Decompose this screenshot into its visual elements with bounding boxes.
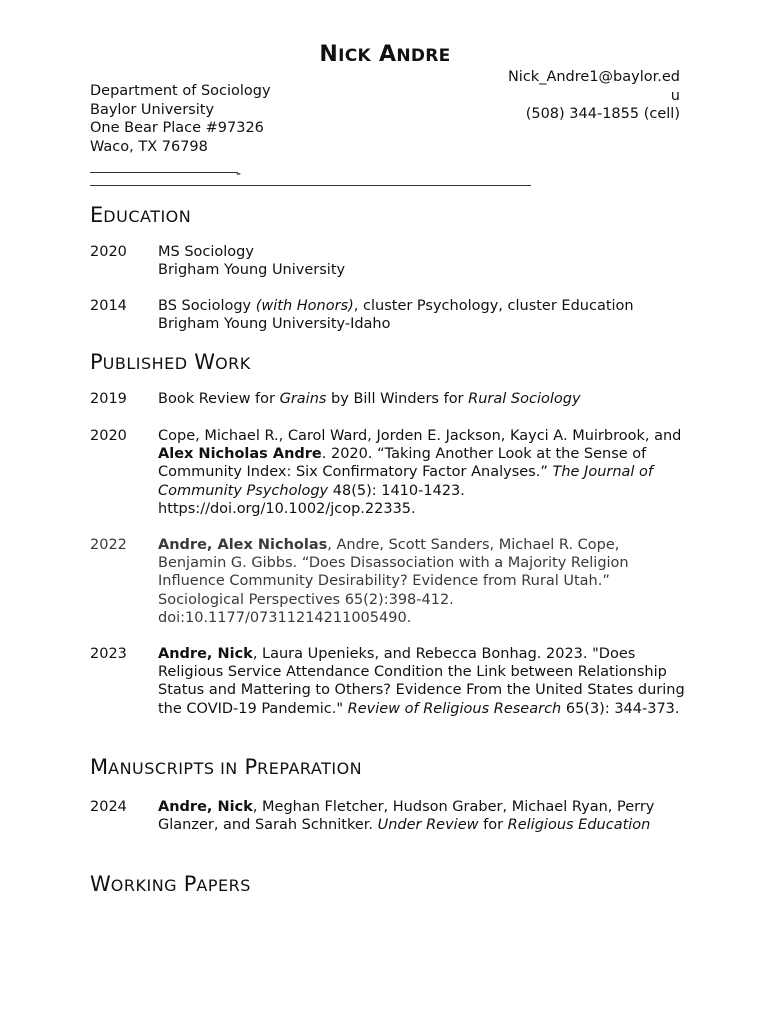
journal-title: Review of Religious Research [347, 700, 562, 717]
author-highlight: Andre, Alex Nicholas [158, 537, 328, 553]
phone-number: (508) 344-1855 (cell) [525, 106, 680, 122]
name-first-rest: ICK [338, 46, 372, 66]
review-status: Under Review [377, 817, 479, 834]
divider-short [90, 172, 238, 173]
citation-text: Book Review for [158, 391, 280, 407]
entry-year: 2020 [90, 428, 127, 444]
citation [158, 645, 688, 718]
school: Brigham Young University-Idaho [158, 316, 391, 333]
citation-text: , Meghan Fletcher, Hudson Graber, Michael Ryan, Perry Glanzer, and Sarah Schnitker. [158, 799, 655, 834]
section-title-manuscripts [90, 754, 362, 782]
citation-text: , Laura Upenieks, and Rebecca Bonhag. 2023. "Does Religious Service Attendance Condition the Link between Relationship Status and Mattering to Others? Evidence From the United States during the COVID-19 Pandemic." [158, 646, 685, 717]
school: Brigham Young University [158, 262, 346, 279]
entry-year: 2020 [90, 244, 127, 260]
postal-address [90, 82, 271, 156]
degree-text: BS Sociology [158, 298, 256, 314]
degree [158, 297, 688, 315]
address-line: Baylor University [90, 101, 215, 118]
email-line-1[interactable]: Nick_Andre1@baylor.ed [507, 69, 680, 85]
entry-year: 2024 [90, 799, 127, 815]
cv-name [0, 40, 770, 71]
divider-tick: - [236, 166, 242, 182]
book-title: Grains [279, 391, 327, 407]
citation [158, 390, 688, 408]
citation-text: , Andre, Scott Sanders, Michael R. Cope, Benjamin G. Gibbs. “Does Disassociation with a Majority Religion Influence Community Desirability? Evidence from Rural Utah.” Sociological Perspectives 65(2):398-412. doi:10.1177/07311214211005490. [158, 537, 629, 626]
address-line: One Bear Place #97326 [90, 120, 264, 136]
divider-long [90, 185, 531, 186]
author-highlight: Andre, Nick [158, 646, 253, 662]
title-rest: ANUSCRIPTS IN [108, 759, 238, 778]
title-initial: P [90, 350, 103, 374]
citation [158, 536, 688, 627]
author-highlight: Alex Nicholas Andre [158, 446, 322, 463]
email-line-2[interactable]: u [670, 87, 680, 104]
citation-text: Cope, Michael R., Carol Ward, Jorden E. Jackson, Kayci A. Muirbrook, and [158, 428, 682, 444]
citation-text: 65(3): 344-373. [561, 700, 680, 717]
entry-year: 2019 [90, 391, 127, 407]
name-last-rest: NDRE [396, 46, 451, 66]
section-title-published-work [90, 349, 251, 377]
journal-title: Religious Education [507, 817, 651, 834]
citation [158, 427, 688, 518]
title-initial: P [244, 755, 258, 779]
name-first-initial: N [319, 42, 339, 67]
degree: MS Sociology [158, 244, 254, 260]
title-initial: P [183, 872, 197, 896]
citation-text: by Bill Winders for [326, 391, 469, 407]
journal-title: Rural Sociology [468, 391, 581, 407]
citation-text: for [478, 817, 508, 834]
name-last-initial: A [378, 42, 397, 67]
citation-text: . 2020. “Taking Another Look at the Sense of Community Index: Six Confirmatory Factor Analyses.” [158, 446, 647, 481]
title-rest: ORKING [110, 876, 178, 895]
contact-info [480, 68, 680, 124]
title-initial: W [90, 872, 111, 896]
title-rest: UBLISHED [102, 354, 188, 373]
section-title-working-papers [90, 871, 251, 899]
title-rest: APERS [196, 876, 251, 895]
citation-text: 48(5): 1410-1423. https://doi.org/10.1002/jcop.22335. [158, 482, 465, 517]
title-rest: REPARATION [257, 759, 363, 778]
address-line: Waco, TX 76798 [90, 138, 208, 155]
citation [158, 798, 688, 834]
entry-year: 2014 [90, 298, 127, 314]
degree-honors: (with Honors) [255, 298, 354, 314]
title-rest: ORK [215, 354, 251, 373]
degree-text: , cluster Psychology, cluster Education [353, 298, 634, 314]
title-initial: W [194, 350, 216, 374]
journal-title: The Journal of Community Psychology [158, 464, 654, 499]
section-title-education [90, 202, 191, 230]
title-rest: DUCATION [103, 207, 192, 226]
title-initial: E [90, 203, 104, 227]
address-line: Department of Sociology [90, 83, 271, 99]
author-highlight: Andre, Nick [158, 799, 253, 815]
title-initial: M [90, 755, 109, 779]
entry-year: 2023 [90, 646, 127, 662]
entry-year: 2022 [90, 537, 127, 553]
